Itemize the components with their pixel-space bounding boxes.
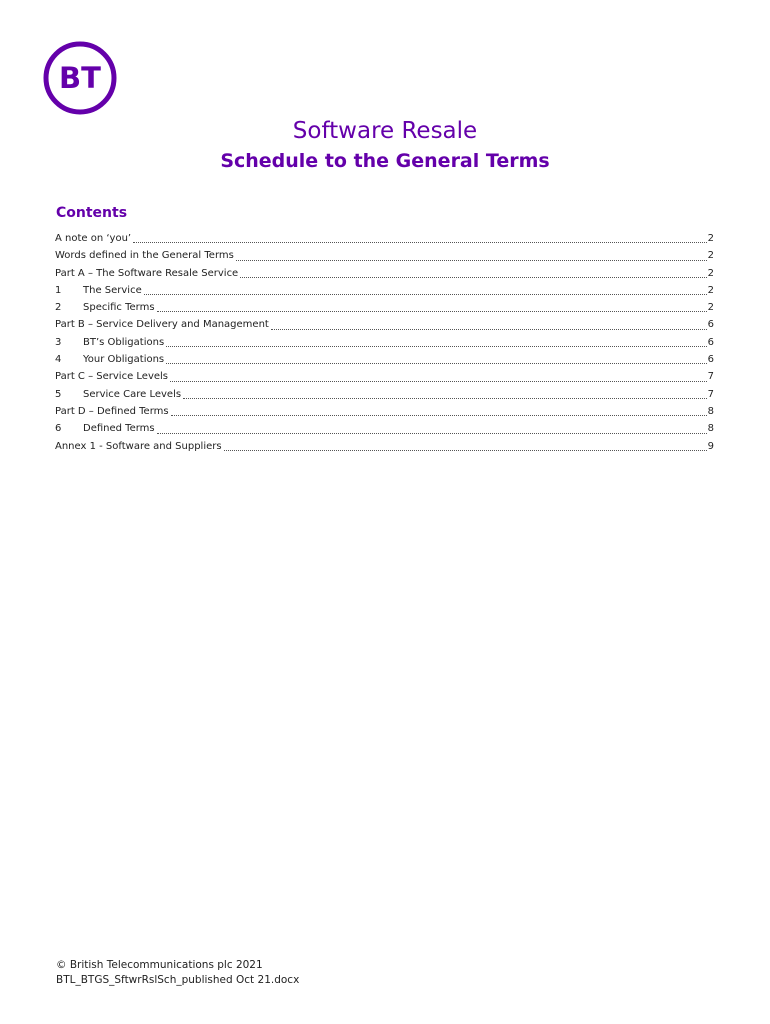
toc-entry-label: Part A – The Software Resale Service	[55, 267, 239, 279]
toc-dot-leader	[133, 241, 707, 243]
toc-dot-leader	[236, 259, 707, 261]
toc-dot-leader	[170, 380, 707, 382]
toc-entry[interactable]	[55, 386, 714, 403]
logo-text: BT	[59, 61, 101, 95]
bt-logo	[42, 40, 118, 116]
toc-entry[interactable]	[55, 438, 714, 455]
file-name: BTL_BTGS_SftwrRslSch_published Oct 21.docx	[56, 974, 300, 986]
footer	[56, 958, 299, 988]
toc-entry-page: 2	[707, 284, 714, 296]
toc-dot-leader	[157, 432, 707, 434]
toc-entry-label: Specific Terms	[83, 302, 155, 314]
toc-entry[interactable]	[55, 368, 714, 385]
copyright-text: © British Telecommunications plc 2021	[56, 959, 263, 971]
toc-entry[interactable]	[55, 299, 714, 316]
toc-dot-leader	[240, 276, 706, 278]
toc-dot-leader	[157, 310, 707, 312]
toc-dot-leader	[166, 345, 706, 347]
document-title: Software Resale	[292, 118, 478, 144]
toc-dot-leader	[144, 293, 707, 295]
toc-entry-number: 2	[55, 302, 62, 314]
toc-entry-page: 8	[707, 423, 714, 435]
toc-entry-page: 7	[707, 371, 714, 383]
toc-dot-leader	[271, 328, 707, 330]
toc-dot-leader	[224, 449, 707, 451]
toc-entry-label: Service Care Levels	[83, 388, 182, 400]
toc-entry-number: 5	[55, 388, 62, 400]
toc-dot-leader	[183, 397, 707, 399]
table-of-contents	[55, 230, 714, 455]
toc-entry-label: The Service	[83, 284, 142, 296]
toc-entry-page: 2	[707, 267, 714, 279]
toc-dot-leader	[171, 414, 707, 416]
toc-entry[interactable]	[55, 316, 714, 333]
contents-heading: Contents	[56, 205, 128, 221]
toc-entry[interactable]	[55, 334, 714, 351]
toc-entry-page: 8	[707, 405, 714, 417]
toc-entry-label: Annex 1 - Software and Suppliers	[55, 440, 222, 452]
toc-entry-number: 6	[55, 423, 62, 435]
toc-entry-label: A note on ‘you’	[55, 233, 132, 244]
toc-entry-page: 2	[707, 233, 714, 244]
toc-entry[interactable]	[55, 230, 714, 247]
toc-entry-label: Part D – Defined Terms	[55, 405, 169, 417]
toc-entry-label: Part B – Service Delivery and Management	[55, 319, 269, 331]
toc-entry-page: 2	[707, 250, 714, 262]
toc-entry-page: 9	[707, 440, 714, 452]
toc-dot-leader	[166, 362, 706, 364]
toc-entry[interactable]	[55, 282, 714, 299]
toc-entry-number: 3	[55, 336, 62, 348]
toc-entry[interactable]	[55, 265, 714, 282]
toc-entry-number: 1	[55, 284, 62, 296]
toc-entry-label: Words defined in the General Terms	[55, 250, 234, 262]
toc-entry-label: BT’s Obligations	[83, 336, 165, 348]
toc-entry[interactable]	[55, 420, 714, 437]
toc-entry-page: 2	[707, 302, 714, 314]
toc-entry-label: Your Obligations	[83, 354, 165, 366]
toc-entry[interactable]	[55, 247, 714, 264]
toc-entry-page: 7	[707, 388, 714, 400]
toc-entry-page: 6	[707, 319, 714, 331]
toc-entry[interactable]	[55, 351, 714, 368]
toc-entry-label: Part C – Service Levels	[55, 371, 169, 383]
toc-entry-page: 6	[707, 336, 714, 348]
toc-entry-label: Defined Terms	[83, 423, 155, 435]
toc-entry-number: 4	[55, 354, 62, 366]
toc-entry-page: 6	[707, 354, 714, 366]
title-block	[0, 116, 770, 176]
document-subtitle: Schedule to the General Terms	[220, 150, 550, 172]
toc-entry[interactable]	[55, 403, 714, 420]
